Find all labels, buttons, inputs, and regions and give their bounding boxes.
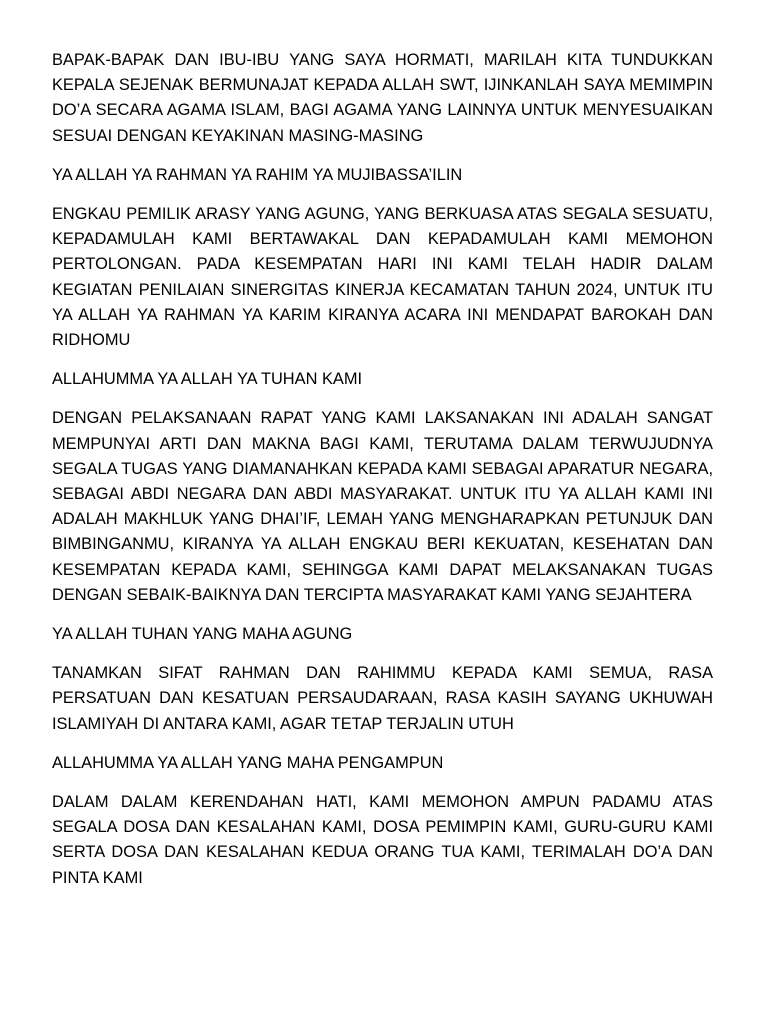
paragraph-praise: ENGKAU PEMILIK ARASY YANG AGUNG, YANG BERKUASA ATAS SEGALA SESUATU, KEPADAMULAH KAMI BERTAWAKAL DAN KEPADAMULAH KAMI MEMOHON PERTOLONGAN. PADA KESEMPATAN HARI INI KAMI TELAH HADIR DALAM KEGIATAN PENILAIAN SINERGITAS KINERJA KECAMATAN TAHUN 2024, UNTUK ITU YA ALLAH YA RAHMAN YA KARIM KIRANYA ACARA INI MENDAPAT BAROKAH DAN RIDHOMU [52, 205, 713, 350]
invocation-heading-2: ALLAHUMMA YA ALLAH YA TUHAN KAMI [52, 370, 363, 389]
paragraph-meeting: DENGAN PELAKSANAAN RAPAT YANG KAMI LAKSANAKAN INI ADALAH SANGAT MEMPUNYAI ARTI DAN MAKNA BAGI KAMI, TERUTAMA DALAM TERWUJUDNYA SEGALA TUGAS YANG DIAMANAHKAN KEPADA KAMI SEBAGAI APARATUR NEGARA, SEBAGAI ABDI NEGARA DAN ABDI MASYARAKAT. UNTUK ITU YA ALLAH KAMI INI ADALAH MAKHLUK YANG DHAI’IF, LEMAH YANG MENGHARAPKAN PETUNJUK DAN BIMBINGANMU, KIRANYA YA ALLAH ENGKAU BERI KEKUATAN, KESEHATAN DAN KESEMPATAN KEPADA KAMI, SEHINGGA KAMI DAPAT MELAKSANAKAN TUGAS DENGAN SEBAIK-BAIKNYA DAN TERCIPTA MASYARAKAT KAMI YANG SEJAHTERA [52, 409, 713, 604]
invocation-heading-1: YA ALLAH YA RAHMAN YA RAHIM YA MUJIBASSA’ILIN [52, 165, 463, 184]
paragraph-opening: BAPAK-BAPAK DAN IBU-IBU YANG SAYA HORMATI, MARILAH KITA TUNDUKKAN KEPALA SEJENAK BERMUNAJAT KEPADA ALLAH SWT, IJINKANLAH SAYA MEMIMPIN DO’A SECARA AGAMA ISLAM, BAGI AGAMA YANG LAINNYA UNTUK MENYESUAIKAN SESUAI DENGAN KEYAKINAN MASING-MASING [52, 51, 713, 145]
paragraph-unity: TANAMKAN SIFAT RAHMAN DAN RAHIMMU KEPADA KAMI SEMUA, RASA PERSATUAN DAN KESATUAN PERSAUDARAAN, RASA KASIH SAYANG UKHUWAH ISLAMIYAH DI ANTARA KAMI, AGAR TETAP TERJALIN UTUH [52, 664, 713, 733]
invocation-heading-3: YA ALLAH TUHAN YANG MAHA AGUNG [52, 625, 353, 644]
paragraph-forgiveness: DALAM DALAM KERENDAHAN HATI, KAMI MEMOHON AMPUN PADAMU ATAS SEGALA DOSA DAN KESALAHAN KAMI, DOSA PEMIMPIN KAMI, GURU-GURU KAMI SERTA DOSA DAN KESALAHAN KEDUA ORANG TUA KAMI, TERIMALAH DO’A DAN PINTA KAMI [52, 793, 713, 887]
document-page [52, 48, 713, 905]
invocation-heading-4: ALLAHUMMA YA ALLAH YANG MAHA PENGAMPUN [52, 753, 444, 772]
